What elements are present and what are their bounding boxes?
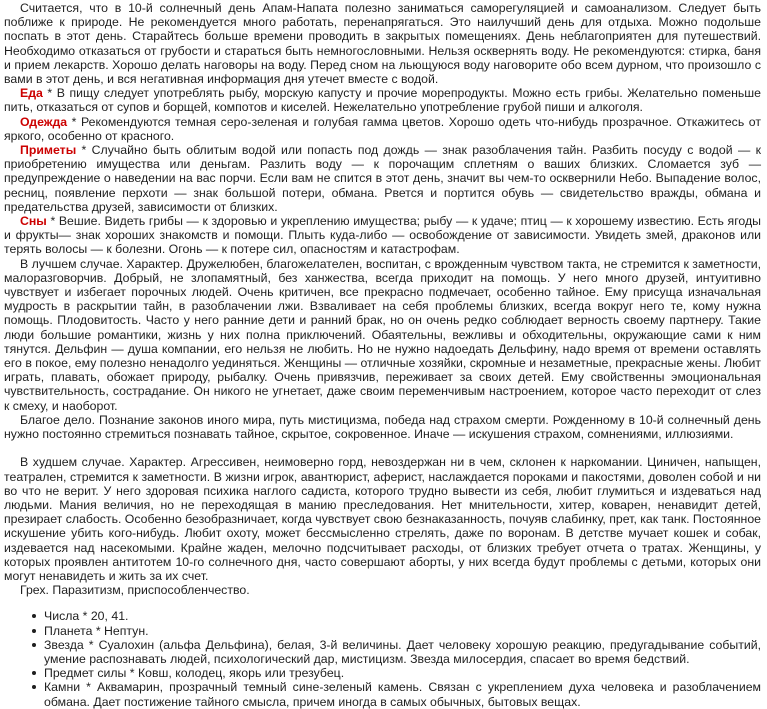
best-case-paragraph: В лучшем случае. Характер. Дружелюбен, благожелателен, воспитан, с врожденным чувством такта, не стремится к заметности, малоразговорчив. Добрый, не злопамятный, без ханжества, всегда приходит на помощь. У него много друзей, интуитивно чувствует и избегает порочных людей. Очень критичен, все прекрасно подмечает, особенно тайное. Ему присуща изначальная мудрость в раскрытии тайн, в разоблачении лжи. Взваливает на себя проблемы близких, всегда вокруг него те, кому нужна помощь. Плодовитость. Часто у него ранние дети и ранний брак, но он очень редко соблюдает верность своему партнеру. Такие люди большие романтики, жизнь у них полна приключений. Обаятельны, вежливы и обходительны, окружающие сами к ним тянутся. Дельфин — душа компании, его нельзя не любить. Но не нужно надоедать Дельфину, надо время от времени оставлять его в покое, ему полезно ненадолго уединяться. Женщины — отличные хозяйки, скромные и незаметные, прекрасные жены. Любит играть, плавать, обожает природу, рыбалку. Очень привязчив, переживает за своих детей. Ему свойственны эмоциональная чувствительность, сострадание. Он никого не угнетает, даже своим переменчивым настроением, которое часто переходит от слез к смеху, и наоборот. [4,256,761,413]
day-intro-paragraph: Считается, что в 10-й солнечный день Апам-Напата полезно заниматься саморегуляцией и самоанализом. Следует быть поближе к природе. Не рекомендуется много работать, перенапрягаться. Это наилучший день для отдыха. Можно подольше поспать в этот день. Старайтесь больше времени проводить в закрытых помещениях. День неблагоприятен для путешествий. Необходимо отказаться от грубости и стараться быть немногословными. Нельзя осквернять воду. Не рекомендуются: стирка, баня и прием лекарств. Хорошо делать наговоры на воду. Перед сном на льющуюся воду наговорите обо всем дурном, что произошло с вами в этот день, и вся негативная информация дня утечет вместе с водой. [4,1,761,87]
facts-list [4,609,761,708]
fact-text: Планета * Нептун. [44,623,149,638]
sin-paragraph: Грех. Паразитизм, приспособленчество. [20,583,250,598]
dreams-label: Сны [20,214,47,229]
good-deed-paragraph: Благое дело. Познание законов иного мира, путь мистицизма, победа над страхом смерти. Рожденному в 10-й солнечный день нужно постоянно стремиться познавать тайное, скрытое, сокровенное. Иначе — искушения страхом, сомнениями, иллюзиями. [4,412,761,442]
bullet-dot-icon [32,643,36,647]
clothing-text: * Рекомендуются темная серо-зеленая и голубая гамма цветов. Хорошо одеть что-нибудь прозрачное. Откажитесь от яркого, особенно от красного. [4,114,761,143]
omens-label: Приметы [20,143,77,158]
fact-power-object [44,666,761,680]
food-label: Еда [20,86,43,101]
food-paragraph [4,86,761,114]
fact-text: Звезда * Суалохин (альфа Дельфина), белая, 3-й величины. Дает человеку хорошую реакцию, предугадывание событий, умение распознавать людей, психологический дар, мистицизм. Звезда милосердия, спасает во время бедствий. [44,637,761,666]
bullet-dot-icon [32,629,36,633]
fact-text: Камни * Аквамарин, прозрачный темный сине-зеленый камень. Связан с укреплением духа человека и разоблачением обмана. Дает постижение тайного смысла, причем иногда в самых обычных, бытовых вещах. [44,680,761,709]
dreams-text: * Вешие. Видеть грибы — к здоровью и укреплению имущества; рыбу — к удаче; птиц — к хорошему известию. Есть ягоды и фрукты— знак хороших знакомств и помощи. Плыть куда-либо — освобождение от зависимости. Увидеть змей, драконов или терять волосы — к болезни. Огонь — к потере сил, опасностям и катастрофам. [4,214,761,257]
fact-star [44,638,761,666]
bullet-dot-icon [32,671,36,675]
omens-text: * Случайно быть облитым водой или попасть под дождь — знак разоблачения тайн. Разбить посуду с водой — к приобретению имущества или деньгам. Разлить воду — к порочащим сплетням о ваших близких. Сломается зуб — предупреждение о наведении на вас порчи. Если вам не спится в этот день, значит вы чем-то осквернили Небо. Выпадение волос, ресниц, появление перхоти — знак большой потери, обмана. Рвется и портится обувь — свидетельство вражды, обмана и предательства друзей, зависимости от близких. [4,143,761,214]
omens-paragraph [4,143,761,214]
clothing-paragraph [4,115,761,143]
fact-stones [44,680,761,708]
fact-text: Предмет силы * Ковш, колодец, якорь или трезубец. [44,666,345,681]
dreams-paragraph [4,214,761,257]
worst-case-paragraph: В худшем случае. Характер. Агрессивен, неимоверно горд, невоздержан ни в чем, склонен к наркомании. Циничен, напыщен, театрален, стремится к заметности. В жизни игрок, авантюрист, аферист, наслаждается пороками и пакостями, доволен собой и ни во что не верит. У него здоровая психика наглого садиста, которого трудно вывести из себя, любит глумиться и издеваться над людьми. Мания величия, но не переходящая в манию преследования. Нет мнительности, хитер, коварен, ненавидит детей, презирает слабость. Особенно безобразничает, когда чувствует свою безнаказанность, почуяв слабинку, прет, как танк. Постоянное искушение убить кого-нибудь. Любит охоту, может бессмысленно стрелять, даже по воронам. В детстве мучает кошек и собак, издевается над насекомыми. Крайне жаден, мелочно подсчитывает расходы, от близких требует отчета о тратах. Женщины, у которых проявлен антитотем 10-го солнечного дня, часто совершают аборты, у них всегда будут проблемы с детьми, которых они могут ненавидеть и жить за их счет. [4,455,761,583]
fact-planet [44,624,761,638]
clothing-label: Одежда [20,114,68,129]
food-text: * В пищу следует употреблять рыбу, морскую капусту и прочие морепродукты. Можно есть грибы. Желательно поменьше пить, отказаться от супов и борщей, компотов и киселей. Нежелательно употребление грубой пиши и алкоголя. [4,86,761,115]
fact-text: Числа * 20, 41. [44,609,129,624]
bullet-dot-icon [32,614,36,618]
fact-numbers [44,609,761,623]
